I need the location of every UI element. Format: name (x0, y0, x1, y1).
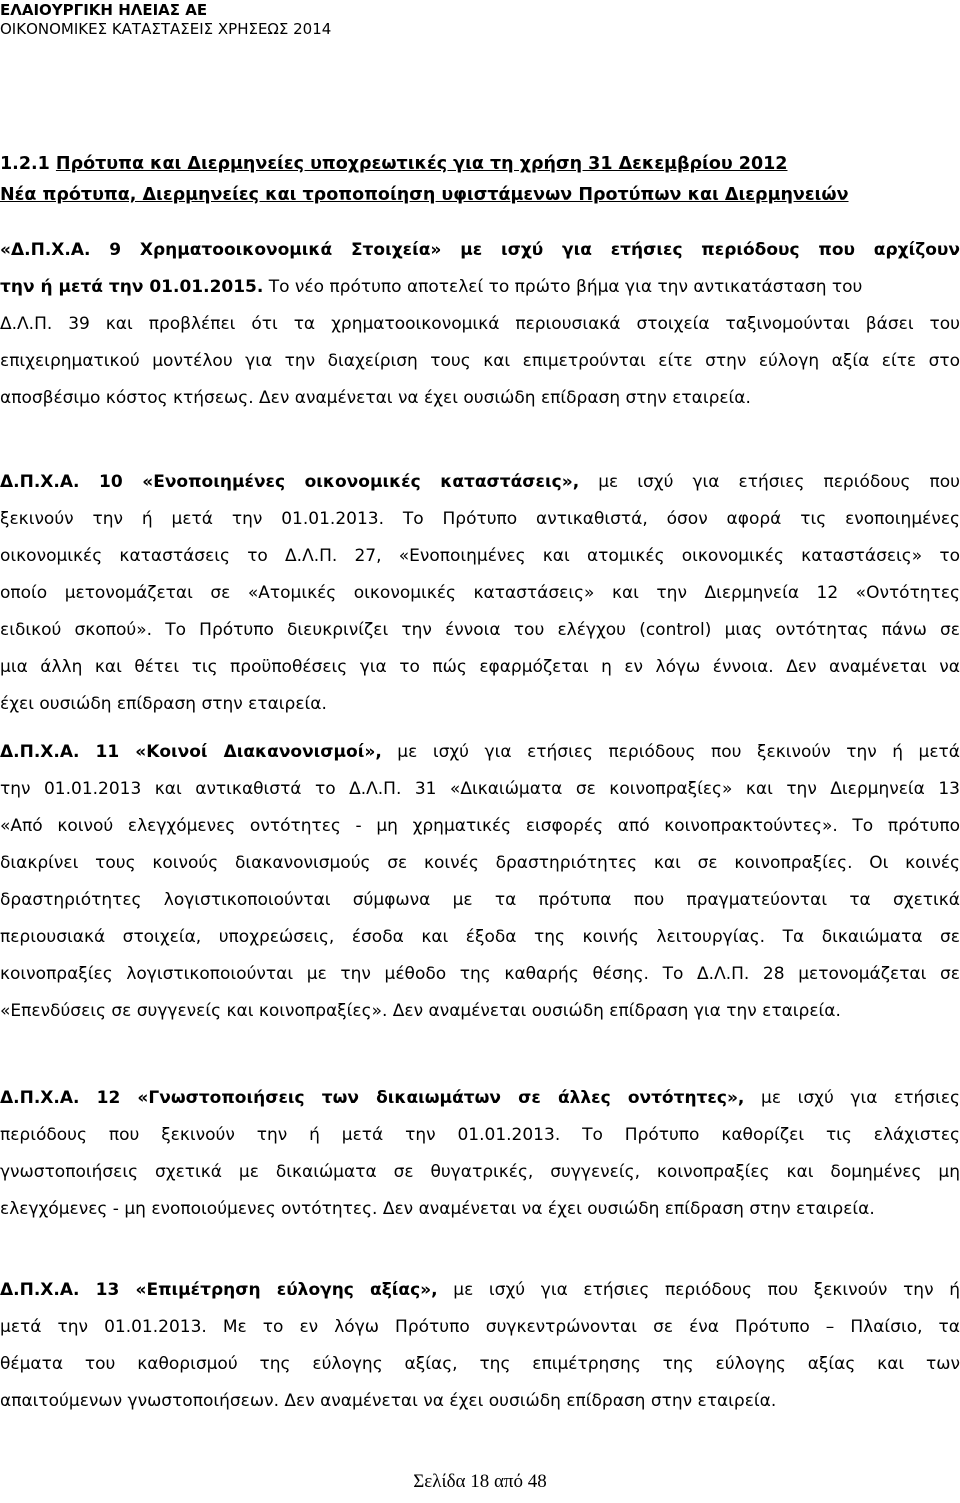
paragraph-dpxa-11 (0, 734, 960, 1030)
text-line: δραστηριότητες λογιστικοποιούνται σύμφωνα με τα πρότυπα που πραγματεύονται τα σχετικά (0, 890, 960, 910)
text-line: οικονομικές καταστάσεις το Δ.Λ.Π. 27, «Ενοποιημένες και ατομικές οικονομικές καταστάσεις» το (0, 546, 960, 566)
paragraph-dpxa-9 (0, 232, 960, 417)
text-line: Δ.Π.Χ.Α. 10 «Ενοποιημένες οικονομικές καταστάσεις», με ισχύ για ετήσιες περιόδους που (0, 472, 960, 492)
text-line: επιχειρηματικού μοντέλου για την διαχείριση τους και επιμετρούνται είτε στην εύλογη αξία είτε στο (0, 351, 960, 371)
text-line: περιουσιακά στοιχεία, υποχρεώσεις, έσοδα και έξοδα της κοινής λειτουργίας. Τα δικαιώματα σε (0, 927, 960, 947)
text-line: «Από κοινού ελεγχόμενες οντότητες - μη χρηματικές εισφορές από κοινοπρακτούντες». Το πρότυπο (0, 816, 960, 836)
text-line: μετά την 01.01.2013. Με το εν λόγω Πρότυπο συγκεντρώνονται σε ένα Πρότυπο – Πλαίσιο, τα (0, 1317, 960, 1337)
section-title-line2: Νέα πρότυπα, Διερμηνείες και τροποποίηση υφιστάμενων Προτύπων και Διερμηνειών (0, 185, 849, 205)
text-line: «Δ.Π.Χ.Α. 9 Χρηματοοικονομικά Στοιχεία» με ισχύ για ετήσιες περιόδους που αρχίζουν (0, 240, 960, 260)
text-line: αποσβέσιμο κόστος κτήσεως. Δεν αναμένεται να έχει ουσιώδη επίδραση στην εταιρεία. (0, 388, 751, 408)
company-name: ΕΛΑΙΟΥΡΓΙΚΗ ΗΛΕΙΑΣ ΑΕ (0, 1, 208, 19)
text-line: μια άλλη και θέτει τις προϋποθέσεις για το πώς εφαρμόζεται η εν λόγω έννοια. Δεν αναμένεται να (0, 657, 960, 677)
text-line: κοινοπραξίες λογιστικοποιούνται με την μέθοδο της καθαρής θέσης. Το Δ.Λ.Π. 28 μετονομάζεται σε (0, 964, 960, 984)
page-number: Σελίδα 18 από 48 (413, 1471, 547, 1492)
text-line: την ή μετά την 01.01.2015. Το νέο πρότυπο αποτελεί το πρώτο βήμα για την αντικατάσταση του (0, 277, 863, 297)
text-line: Δ.Π.Χ.Α. 13 «Επιμέτρηση εύλογης αξίας», με ισχύ για ετήσιες περιόδους που ξεκινούν την ή (0, 1280, 960, 1300)
section-number: 1.2.1 (0, 154, 50, 174)
text-line: ξεκινούν την ή μετά την 01.01.2013. Το Πρότυπο αντικαθιστά, όσον αφορά τις ενοποιημένες (0, 509, 960, 529)
paragraph-dpxa-10 (0, 464, 960, 723)
text-line: ελεγχόμενες - μη ενοποιούμενες οντότητες. Δεν αναμένεται να έχει ουσιώδη επίδραση στην εταιρεία. (0, 1199, 875, 1219)
text-line: Δ.Λ.Π. 39 και προβλέπει ότι τα χρηματοοικονομικά περιουσιακά στοιχεία ταξινομούνται βάσει του (0, 314, 960, 334)
text-line: έχει ουσιώδη επίδραση στην εταιρεία. (0, 694, 327, 714)
text-line: απαιτούμενων γνωστοποιήσεων. Δεν αναμένεται να έχει ουσιώδη επίδραση στην εταιρεία. (0, 1391, 777, 1411)
paragraph-dpxa-13 (0, 1272, 960, 1420)
section-subheading (0, 181, 849, 209)
text-line: ειδικού σκοπού». Το Πρότυπο διευκρινίζει την έννοια του ελέγχου (control) μιας οντότητας πάνω σε (0, 620, 960, 640)
text-line: οποίο μετονομάζεται σε «Ατομικές οικονομικές καταστάσεις» και την Διερμηνεία 12 «Οντότητες (0, 583, 960, 603)
report-title: ΟΙΚΟΝΟΜΙΚΕΣ ΚΑΤΑΣΤΑΣΕΙΣ ΧΡΗΣΕΩΣ 2014 (0, 20, 332, 38)
text-line: θέματα του καθορισμού της εύλογης αξίας, της επιμέτρησης της εύλογης αξίας και των (0, 1354, 960, 1374)
section-title-line1: Πρότυπα και Διερμηνείες υποχρεωτικές για τη χρήση 31 Δεκεμβρίου 2012 (55, 154, 788, 174)
section-heading (0, 150, 787, 178)
text-line: διακρίνει τους κοινούς διακανονισμούς σε κοινές δραστηριότητες και σε κοινοπραξίες. Οι κοινές (0, 853, 960, 873)
text-line: Δ.Π.Χ.Α. 12 «Γνωστοποιήσεις των δικαιωμάτων σε άλλες οντότητες», με ισχύ για ετήσιες (0, 1088, 960, 1108)
text-line: την 01.01.2013 και αντικαθιστά το Δ.Λ.Π. 31 «Δικαιώματα σε κοινοπραξίες» και την Διερμηνεία 13 (0, 779, 960, 799)
text-line: «Επενδύσεις σε συγγενείς και κοινοπραξίες». Δεν αναμένεται ουσιώδη επίδραση για την εταιρεία. (0, 1001, 841, 1021)
text-line: γνωστοποιήσεις σχετικά με δικαιώματα σε θυγατρικές, συγγενείς, κοινοπραξίες και δομημένες μη (0, 1162, 960, 1182)
text-line: Δ.Π.Χ.Α. 11 «Κοινοί Διακανονισμοί», με ισχύ για ετήσιες περιόδους που ξεκινούν την ή μετά (0, 742, 960, 762)
text-line: περιόδους που ξεκινούν την ή μετά την 01.01.2013. Το Πρότυπο καθορίζει τις ελάχιστες (0, 1125, 960, 1145)
paragraph-dpxa-12 (0, 1080, 960, 1228)
